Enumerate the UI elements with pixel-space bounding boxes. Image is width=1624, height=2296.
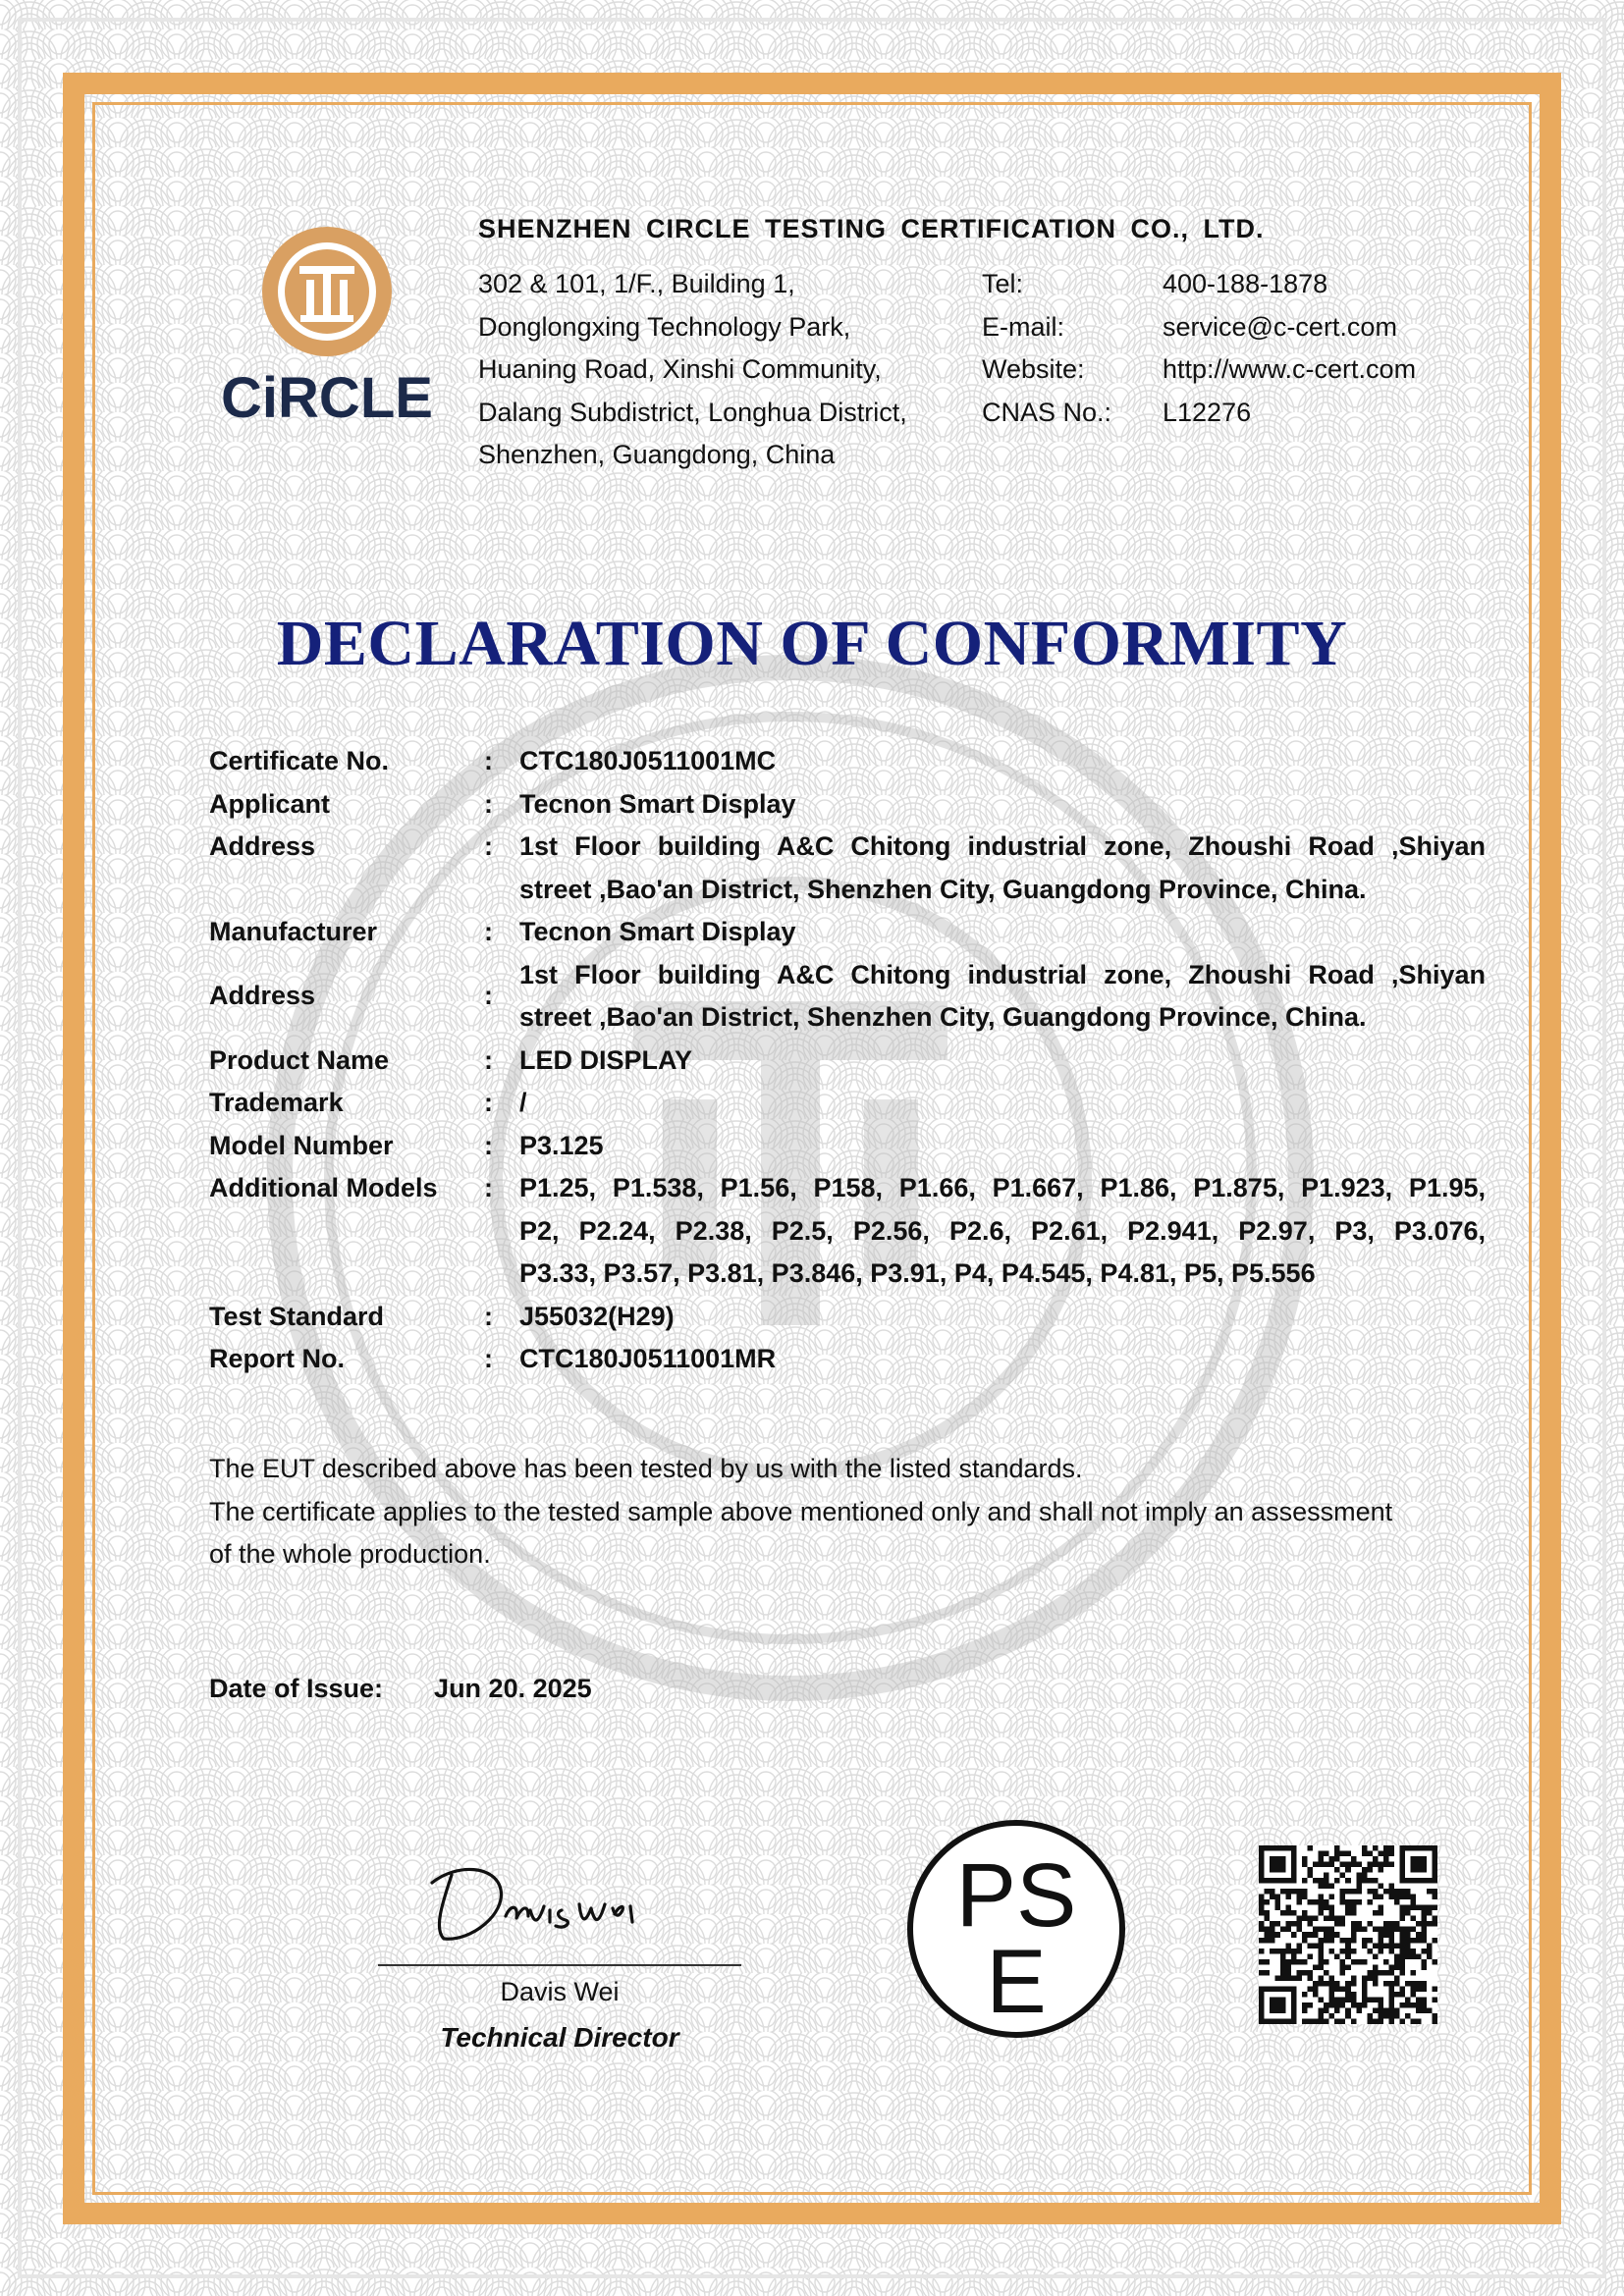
field-label: Applicant — [209, 788, 331, 819]
tel-value: 400-188-1878 — [1163, 269, 1328, 298]
field-label: Product Name — [209, 1044, 390, 1075]
trademark-value: / — [519, 1088, 527, 1117]
field-separator: : — [484, 1088, 493, 1117]
qr-code-icon[interactable] — [1259, 1845, 1437, 2024]
contact-labels — [982, 263, 1111, 434]
address-line: Dalang Subdistrict, Longhua District, — [478, 397, 907, 427]
address-line: 1st Floor building A&C Chitong industrial zone, Zhoushi Road ,Shiyan — [519, 831, 1486, 861]
field-separator: : — [484, 1044, 493, 1075]
address-line: street ,Bao'an District, Shenzhen City, Guangdong Province, China. — [519, 874, 1367, 904]
field-row-applicant — [209, 783, 1486, 827]
address-line: 1st Floor building A&C Chitong industrial zone, Zhoushi Road ,Shiyan — [519, 959, 1486, 989]
address-line: Donglongxing Technology Park, — [478, 311, 851, 342]
tel-label: Tel: — [982, 269, 1024, 298]
field-separator: : — [484, 788, 493, 819]
website-label: Website: — [982, 354, 1085, 384]
field-separator: : — [484, 981, 493, 1011]
field-row-product-name — [209, 1040, 1486, 1083]
manufacturer-name: Tecnon Smart Display — [519, 917, 796, 946]
field-label: Certificate No. — [209, 746, 390, 775]
contact-values — [1163, 263, 1416, 434]
signer-name: Davis Wei — [500, 1977, 620, 2006]
email-label: E-mail: — [982, 311, 1065, 342]
model-number: P3.125 — [519, 1130, 604, 1160]
certificate-fields — [209, 740, 1486, 1381]
models-line: P2, P2.24, P2.38, P2.5, P2.56, P2.6, P2.61, P2.941, P2.97, P3, P3.076, — [519, 1215, 1486, 1246]
field-row-trademark — [209, 1082, 1486, 1125]
logo-wordmark: CiRCLE — [221, 366, 433, 430]
statement-line: The EUT described above has been tested by us with the listed standards. — [209, 1454, 1083, 1483]
field-row-additional-models — [209, 1167, 1486, 1296]
models-line: P3.33, P3.57, P3.81, P3.846, P3.91, P4, P4.545, P4.81, P5, P5.556 — [519, 1258, 1316, 1288]
field-label: Test Standard — [209, 1301, 385, 1331]
field-separator: : — [484, 1130, 493, 1160]
applicant-address — [519, 826, 1486, 911]
field-label: Model Number — [209, 1130, 394, 1160]
field-row-manufacturer — [209, 911, 1486, 954]
company-address — [478, 263, 907, 477]
test-standard: J55032(H29) — [519, 1301, 675, 1331]
field-label: Trademark — [209, 1088, 344, 1117]
field-label: Manufacturer — [209, 917, 378, 946]
statement-line: The certificate applies to the tested sample above mentioned only and shall not imply an assessment — [209, 1496, 1393, 1526]
applicant-name: Tecnon Smart Display — [519, 788, 796, 819]
issue-date-label: Date of Issue: — [209, 1674, 384, 1703]
address-line: Shenzhen, Guangdong, China — [478, 440, 836, 469]
signature-text: Davis Wei — [412, 1845, 417, 1846]
field-row-applicant-address — [209, 826, 1486, 911]
field-row-report-no — [209, 1338, 1486, 1381]
field-label: Additional Models — [209, 1173, 438, 1202]
certificate-number: CTC180J0511001MC — [519, 746, 777, 775]
signature-image — [412, 1845, 658, 1953]
circle-logo-icon — [204, 221, 450, 437]
field-separator: : — [484, 746, 493, 775]
email-value: service@c-cert.com — [1163, 311, 1397, 342]
signature-line — [378, 1964, 741, 1966]
cnas-value: L12276 — [1163, 397, 1252, 427]
signer-title: Technical Director — [440, 2022, 679, 2053]
field-separator: : — [484, 1344, 493, 1373]
pse-mark-icon — [903, 1816, 1129, 2042]
field-separator: : — [484, 917, 493, 946]
cnas-label: CNAS No.: — [982, 397, 1112, 427]
field-label: Address — [209, 981, 316, 1011]
pse-text-top: PS — [955, 1845, 1077, 1946]
issue-date: Jun 20. 2025 — [434, 1674, 592, 1703]
product-name: LED DISPLAY — [519, 1044, 693, 1075]
pse-text-bottom: E — [986, 1932, 1047, 2032]
certificate-statement — [209, 1448, 1486, 1576]
statement-line: of the whole production. — [209, 1539, 491, 1569]
address-line: Huaning Road, Xinshi Community, — [478, 354, 882, 384]
issue-date-row — [209, 1674, 592, 1704]
field-row-manufacturer-address — [209, 954, 1486, 1040]
report-number: CTC180J0511001MR — [519, 1344, 777, 1373]
field-separator: : — [484, 831, 493, 861]
document-title: DECLARATION OF CONFORMITY — [276, 608, 1348, 679]
website-value: http://www.c-cert.com — [1163, 354, 1417, 384]
address-line: street ,Bao'an District, Shenzhen City, Guangdong Province, China. — [519, 1002, 1367, 1032]
manufacturer-address — [519, 954, 1486, 1040]
field-label: Address — [209, 831, 316, 861]
company-name: SHENZHEN CIRCLE TESTING CERTIFICATION CO., LTD. — [478, 214, 1265, 243]
additional-models — [519, 1167, 1486, 1296]
field-row-test-standard — [209, 1296, 1486, 1339]
field-row-certificate-no — [209, 740, 1486, 783]
field-row-model-number — [209, 1125, 1486, 1168]
address-line: 302 & 101, 1/F., Building 1, — [478, 269, 795, 298]
field-label: Report No. — [209, 1344, 345, 1373]
field-separator: : — [484, 1301, 493, 1331]
models-line: P1.25, P1.538, P1.56, P158, P1.66, P1.667, P1.86, P1.875, P1.923, P1.95, — [519, 1173, 1486, 1202]
field-separator: : — [484, 1173, 493, 1202]
